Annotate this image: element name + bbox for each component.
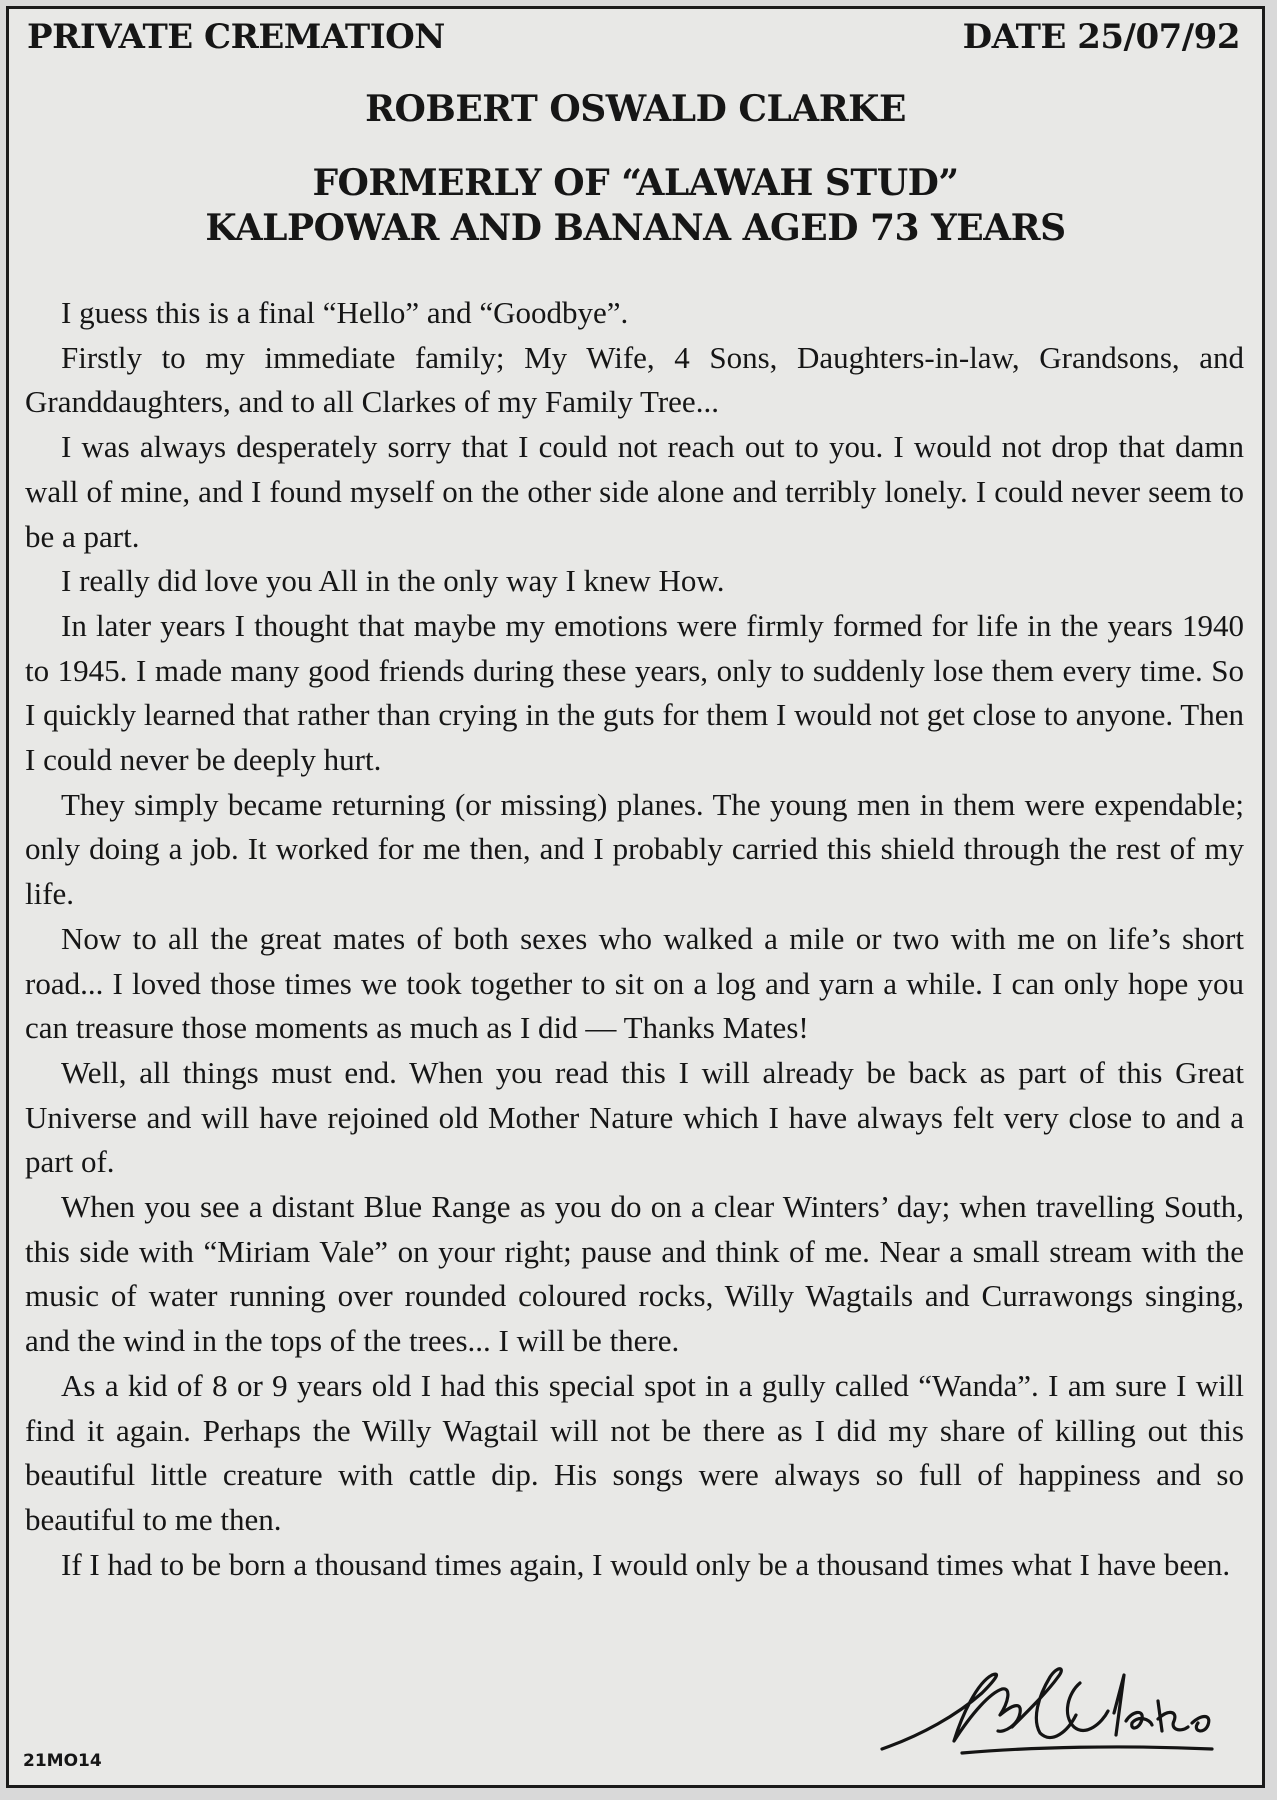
- paragraph: Firstly to my immediate family; My Wife, 4 Sons, Daughters-in-law, Grandsons, and Granddaughters, and to all Clarkes of my Family Tree...: [25, 339, 1244, 420]
- notice-date: DATE 25/07/92: [962, 17, 1240, 57]
- reference-code: 21MO14: [23, 1751, 102, 1771]
- place-age-line: KALPOWAR AND BANANA AGED 73 YEARS: [205, 207, 1066, 249]
- deceased-name: ROBERT OSWALD CLARKE: [365, 88, 906, 130]
- paragraph: Well, all things must end. When you read this I will already be back as part of this Great Universe and will have rejoined old Mother Nature which I have always felt very close to and a part of.: [25, 1054, 1244, 1180]
- handwritten-signature: [862, 1653, 1222, 1763]
- notice-body: [25, 291, 1244, 1587]
- paragraph: As a kid of 8 or 9 years old I had this special spot in a gully called “Wanda”. I am sure I will find it again. Perhaps the Willy Wagtail will not be there as I did my share of killing out this beautiful little creature with cattle dip. His songs were always so full of happiness and so beautiful to me then.: [25, 1367, 1244, 1537]
- paragraph: They simply became returning (or missing) planes. The young men in them were expendable; only doing a job. It worked for me then, and I probably carried this shield through the rest of my life.: [25, 786, 1244, 912]
- paragraph: I guess this is a final “Hello” and “Goodbye”.: [61, 295, 629, 330]
- paragraph: I was always desperately sorry that I could not reach out to you. I would not drop that damn wall of mine, and I found myself on the other side alone and terribly lonely. I could never seem to be a part.: [25, 429, 1244, 554]
- paragraph: When you see a distant Blue Range as you do on a clear Winters’ day; when travelling South, this side with “Miriam Vale” on your right; pause and think of me. Near a small stream with the music of water running over rounded coloured rocks, Willy Wagtails and Currawongs singing, and the wind in the tops of the trees... I will be there.: [25, 1189, 1244, 1359]
- paragraph: Now to all the great mates of both sexes who walked a mile or two with me on life’s short road... I loved those times we took together to sit on a log and yarn a while. I can only hope you can treasure those moments as much as I did — Thanks Mates!: [25, 920, 1244, 1046]
- newspaper-notice: [6, 6, 1265, 1788]
- notice-type: PRIVATE CREMATION: [27, 17, 445, 57]
- formerly-of-line: FORMERLY OF “ALAWAH STUD”: [312, 162, 959, 204]
- notice-header: [27, 17, 1240, 63]
- paragraph: If I had to be born a thousand times again, I would only be a thousand times what I have been.: [61, 1546, 1231, 1582]
- paragraph: In later years I thought that maybe my emotions were firmly formed for life in the years 1940 to 1945. I made many good friends during these years, only to suddenly lose them every time. So I quickly learned that rather than crying in the guts for them I would not get close to anyone. Then I could never be deeply hurt.: [25, 607, 1244, 778]
- paragraph: I really did love you All in the only way I knew How.: [61, 563, 725, 599]
